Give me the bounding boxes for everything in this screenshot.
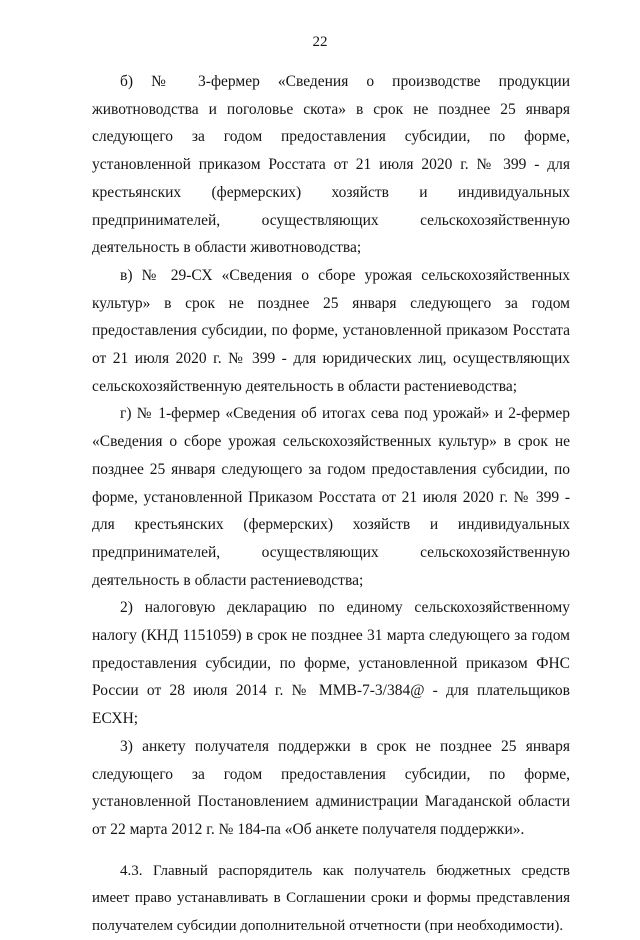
paragraph-report-29-sx: в) № 29-СХ «Сведения о сборе урожая сельскохозяйственных культур» в срок не позднее 25 января следующего за годом предоставления субсидии, по форме, установленной приказом Росстата от 21 июля 2020 г. № 399 - для юридических лиц, осуществляющих сельскохозяйственную деятельность в области растениеводства;: [92, 266, 570, 395]
paragraph-tax-declaration: 2) налоговую декларацию по единому сельскохозяйственному налогу (КНД 1151059) в срок не позднее 31 марта следующего за годом предоставления субсидии, по форме, установленной приказом ФНС России от 28 июля 2014 г. № ММВ-7-3/384@ - для плательщиков ЕСХН;: [92, 599, 570, 728]
page-number: 22: [312, 34, 328, 50]
paragraph-report-1-fermer: г) № 1-фермер «Сведения об итогах сева под урожай» и 2-фермер «Сведения о сборе урожая сельскохозяйственных культур» в срок не позднее 25 января следующего за годом предоставления субсидии, по форме, установленной Приказом Росстата от 21 июля 2020 г. № 399 - для крестьянских (фермерских) хозяйств и индивидуальных предпринимателей, осуществляющих сельскохозяйственную деятельность в области растениеводства;: [92, 405, 570, 589]
paragraph-recipient-questionnaire: 3) анкету получателя поддержки в срок не позднее 25 января следующего за годом предоставления субсидии, по форме, установленной Постановлением администрации Магаданской области от 22 марта 2012 г. № 184-па «Об анкете получателя поддержки».: [92, 737, 570, 838]
paragraph-section-4-3: 4.3. Главный распорядитель как получатель бюджетных средств имеет право устанавливать в Соглашении сроки и формы представления получателем субсидии дополнительной отчетности (при необходимости).: [92, 862, 570, 934]
paragraph-report-3-fermer: б) № 3-фермер «Сведения о производстве продукции животноводства и поголовье скота» в срок не позднее 25 января следующего за годом предоставления субсидии, по форме, установленной приказом Росстата от 21 июля 2020 г. № 399 - для крестьянских (фермерских) хозяйств и индивидуальных предпринимателей, осуществляющих сельскохозяйственную деятельность в области животноводства;: [92, 73, 570, 257]
document-body: [92, 68, 570, 940]
